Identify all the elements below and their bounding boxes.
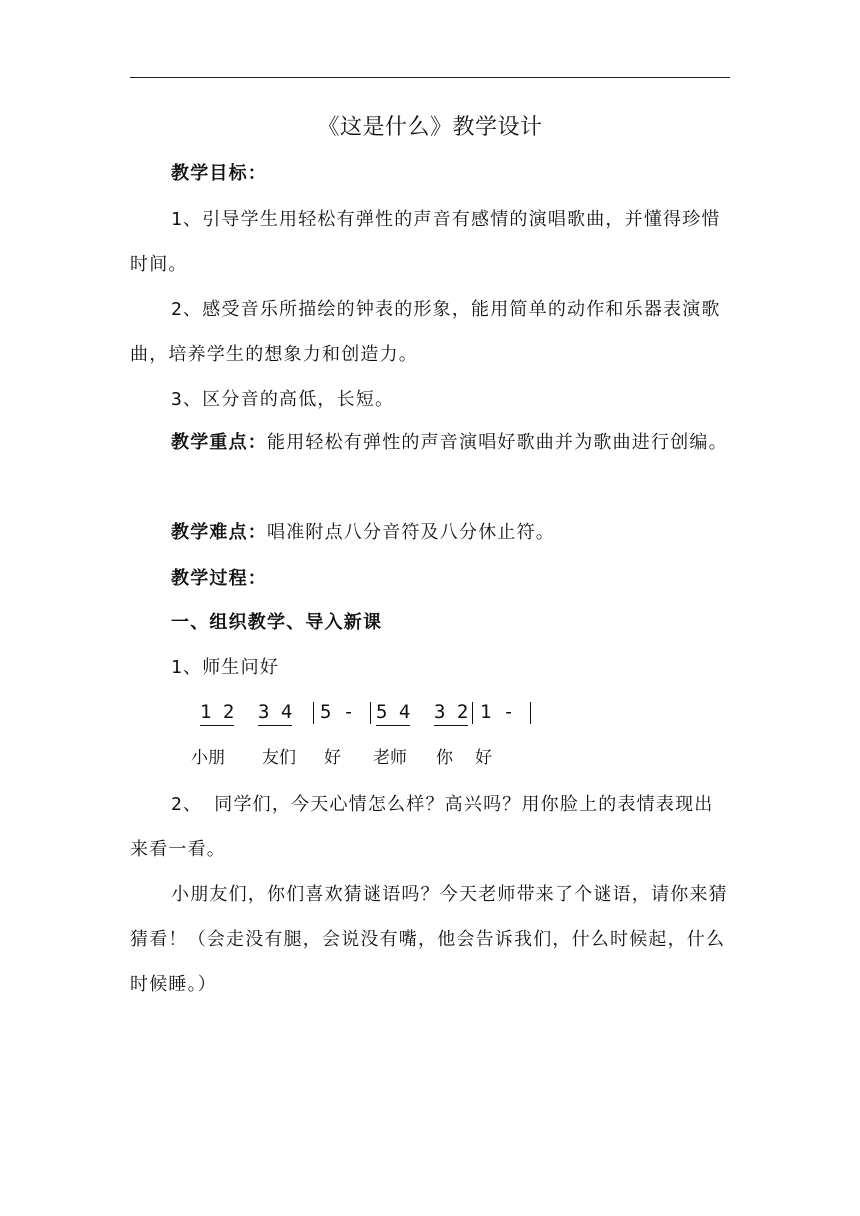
riddle-paragraph: 小朋友们，你们喜欢猜谜语吗？今天老师带来了个谜语，请你来猜猜看！（会走没有腿，会说没有嘴，他会告诉我们，什么时候起，什么时候睡。） — [130, 884, 728, 995]
goal-item-1: 1、引导学生用轻松有弹性的声音有感情的演唱歌曲，并懂得珍惜时间。 — [130, 209, 721, 275]
bar-line — [313, 702, 314, 724]
lyric-syllable: 好 — [324, 748, 341, 768]
key-points-label: 教学重点： — [171, 432, 267, 453]
process-heading: 教学过程： — [171, 568, 267, 589]
lyric-syllable: 你 — [436, 748, 453, 768]
header-rule — [130, 77, 730, 78]
notation-measure-4: 1 - — [480, 701, 515, 723]
notation-group-3: 5 4 — [376, 700, 410, 726]
goals-heading: 教学目标： — [171, 163, 267, 184]
step-1-greeting: 1、师生问好 — [171, 657, 280, 678]
bar-line — [530, 702, 531, 724]
bar-line — [370, 702, 371, 724]
lyric-syllable: 好 — [475, 748, 492, 768]
difficulty-text: 唱准附点八分音符及八分休止符。 — [267, 522, 555, 543]
goal-item-3: 3、区分音的高低，长短。 — [171, 389, 395, 410]
lyric-syllable: 小朋 — [191, 748, 225, 768]
key-points-text: 能用轻松有弹性的声音演唱好歌曲并为歌曲进行创编。 — [267, 432, 728, 453]
key-points-paragraph — [130, 420, 730, 465]
notation-group-2: 3 4 — [258, 700, 292, 726]
document-title: 《这是什么》教学设计 — [317, 115, 543, 140]
notation-group-1: 1 2 — [200, 700, 234, 726]
difficulty-label: 教学难点： — [171, 522, 267, 543]
music-notation — [200, 700, 515, 730]
difficulty-paragraph — [130, 510, 730, 555]
goal-item-2: 2、感受音乐所描绘的钟表的形象，能用简单的动作和乐器表演歌曲，培养学生的想象力和创造力。 — [130, 299, 721, 365]
section-heading-1: 一、组织教学、导入新课 — [171, 612, 383, 633]
lyric-syllable: 友们 — [262, 748, 296, 768]
bar-line — [472, 702, 473, 724]
step-2-paragraph: 2、 同学们，今天心情怎么样？高兴吗？用你脸上的表情表现出来看一看。 — [130, 794, 714, 860]
song-lyrics — [130, 742, 730, 774]
notation-measure-2: 5 - — [320, 701, 355, 723]
notation-group-4: 3 2 — [434, 700, 468, 726]
lyric-syllable: 老师 — [373, 748, 407, 768]
